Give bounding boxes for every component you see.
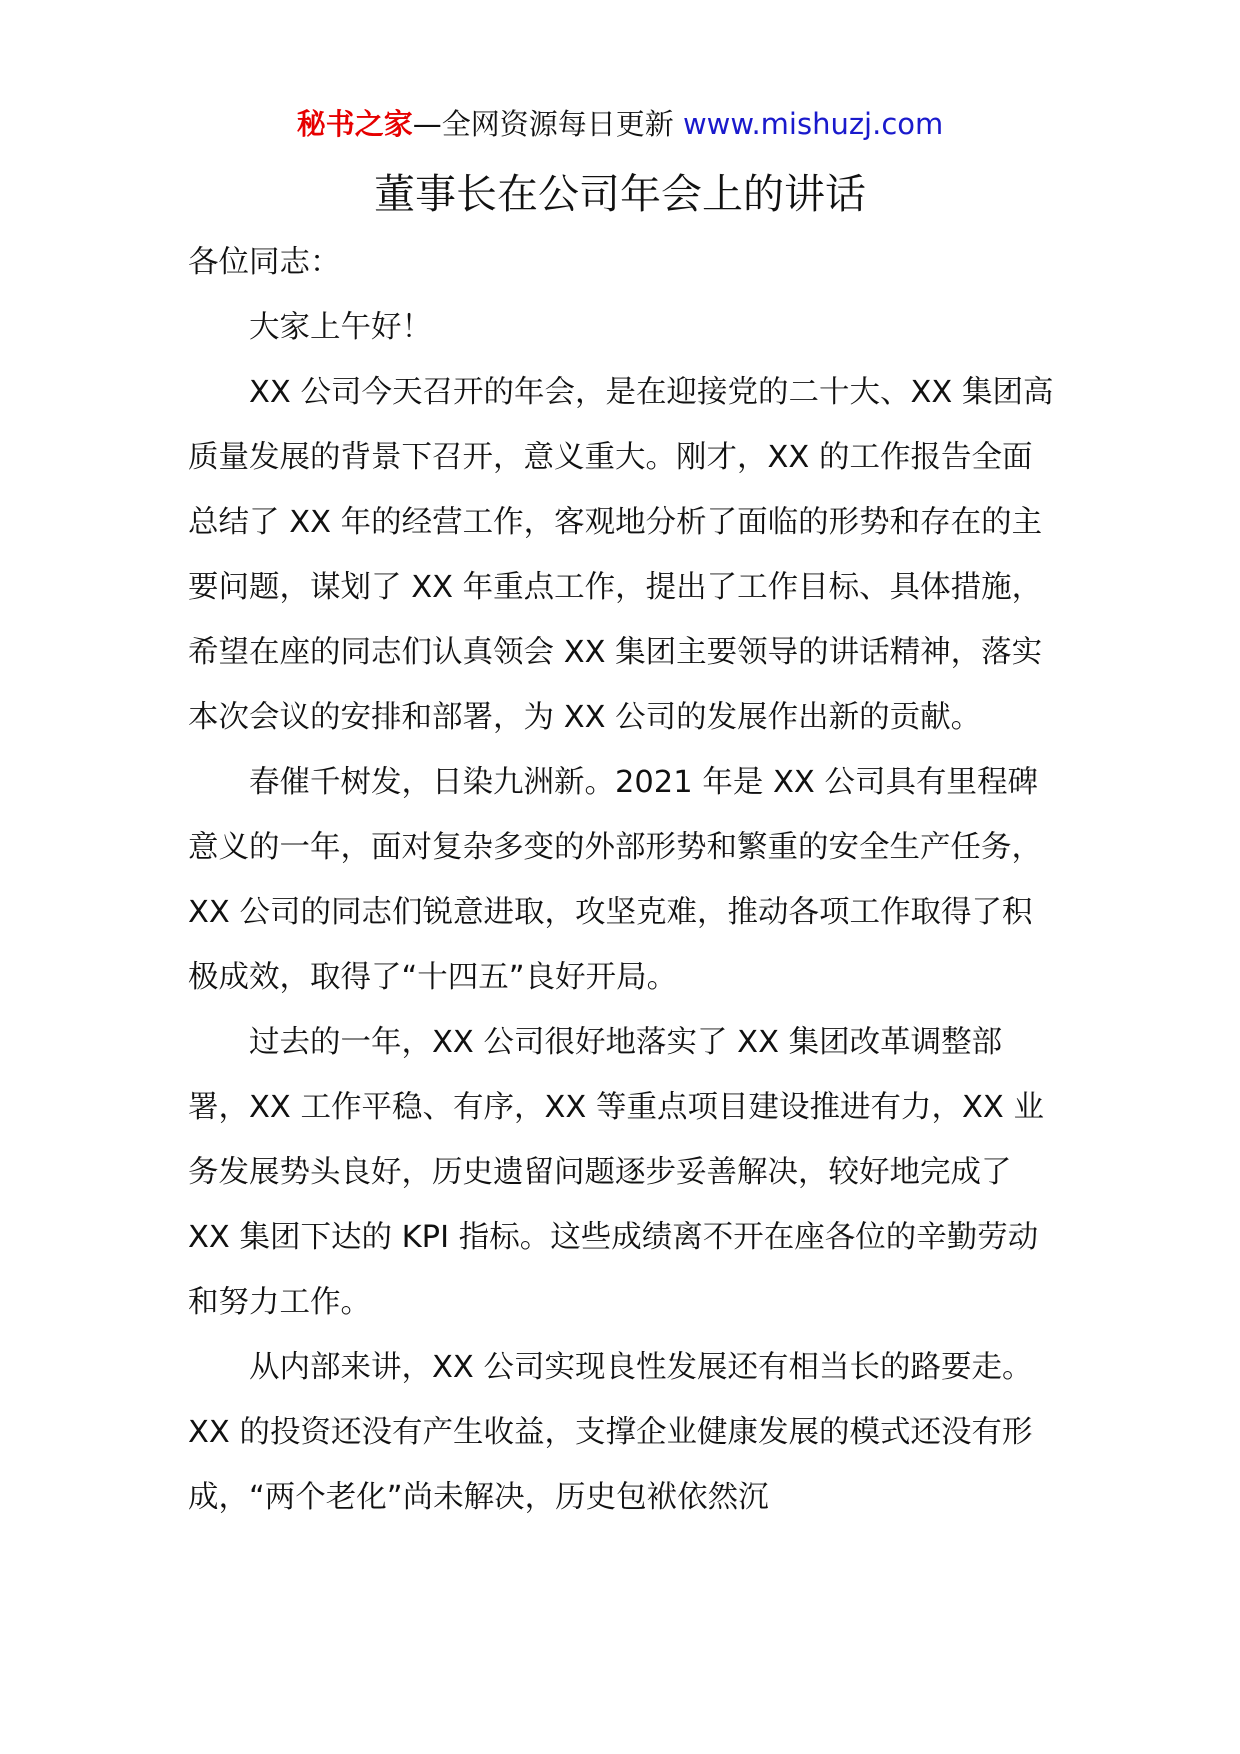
paragraph-review: 春催千树发，日染九洲新。2021 年是 XX 公司具有里程碑意义的一年，面对复杂多变的外部形势和繁重的安全生产任务，XX 公司的同志们锐意进取，攻坚克难，推动各项工作取得了积极成效，取得了“十四五”良好开局。 <box>188 765 1042 995</box>
paragraph-challenges: 从内部来讲，XX 公司实现良性发展还有相当长的路要走。XX 的投资还没有产生收益，支撑企业健康发展的模式还没有形成，“两个老化”尚未解决，历史包袱依然沉 <box>188 1350 1033 1515</box>
paragraph-greeting: 大家上午好！ <box>249 310 432 345</box>
paragraph-achievements: 过去的一年，XX 公司很好地落实了 XX 集团改革调整部署，XX 工作平稳、有序，XX 等重点项目建设推进有力，XX 业务发展势头良好，历史遗留问题逐步妥善解决，较好地完成了 XX 集团下达的 KPI 指标。这些成绩离不开在座各位的辛勤劳动和努力工作。 <box>188 1025 1044 1320</box>
brand-name[interactable]: 秘书之家 <box>296 107 413 141</box>
site-banner <box>0 104 1240 144</box>
paragraph-intro: XX 公司今天召开的年会，是在迎接党的二十大、XX 集团高质量发展的背景下召开，意义重大。刚才，XX 的工作报告全面总结了 XX 年的经营工作，客观地分析了面临的形势和存在的主要问题，谋划了 XX 年重点工作，提出了工作目标、具体措施，希望在座的同志们认真领会 XX 集团主要领导的讲话精神，落实本次会议的安排和部署，为 XX 公司的发展作出新的贡献。 <box>188 375 1054 735</box>
document-title: 董事长在公司年会上的讲话 <box>374 170 866 218</box>
banner-slogan: —全网资源每日更新 <box>412 107 683 141</box>
document-body <box>188 230 1054 1530</box>
site-url-link[interactable]: www.mishuzj.com <box>682 107 944 141</box>
salutation: 各位同志： <box>188 245 341 280</box>
